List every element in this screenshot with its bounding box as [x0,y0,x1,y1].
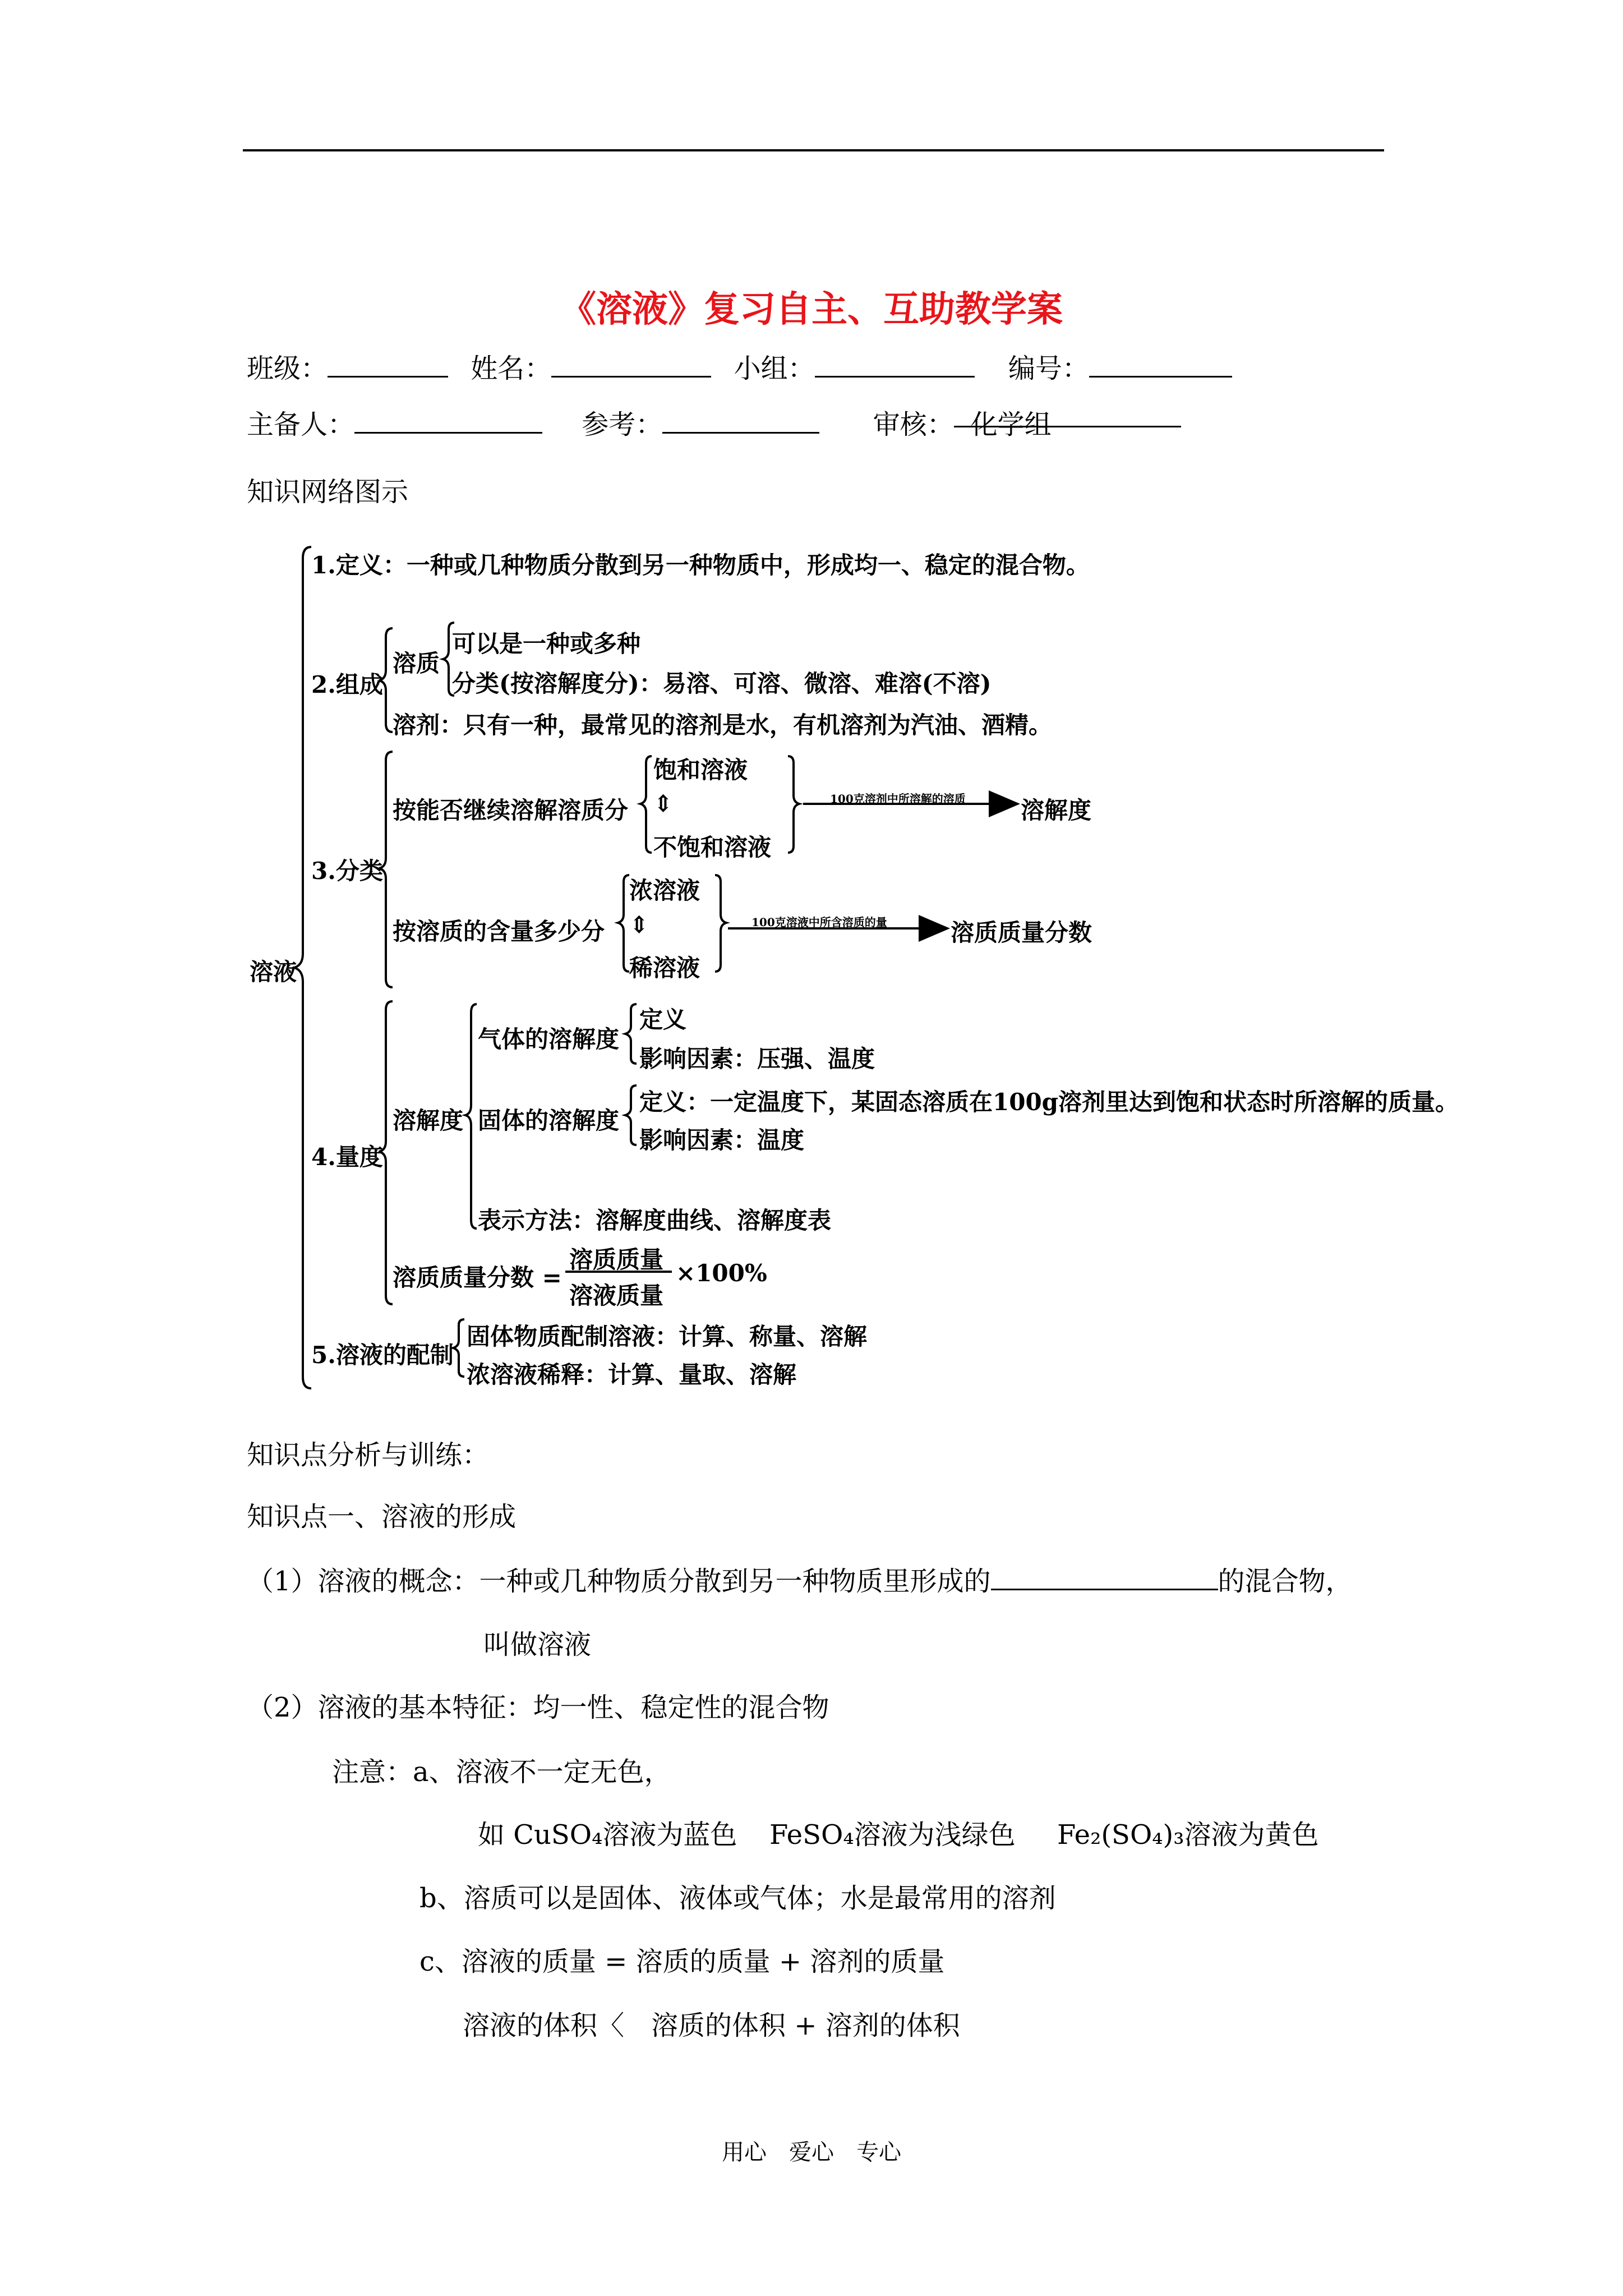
number-label: 编号： [1008,353,1089,384]
note-c2: 溶液的体积〈 溶质的体积 + 溶剂的体积 [463,2010,960,2041]
example-fe2so43: Fe₂(SO₄)₃溶液为黄色 [1057,1819,1319,1851]
node-mass-fraction: 溶质质量分数 = [393,1264,562,1291]
double-arrow-icon: ⇕ [653,790,674,817]
brace-solid [625,1085,637,1145]
item1-text: （1）溶液的概念：一种或几种物质分散到另一种物质里形成的 [247,1566,991,1597]
fraction-times-100: ×100% [676,1259,767,1287]
node-solid-solubility: 固体的溶解度 [478,1107,620,1134]
name-label: 姓名： [471,353,552,384]
example-cuso4: 如 CuSO₄溶液为蓝色 [478,1819,737,1851]
brace-concentration-right [715,875,726,972]
preparer-label: 主备人： [247,409,355,440]
review-field[interactable]: 化学组 [954,403,1181,427]
node-solubility: 溶解度 [393,1107,464,1134]
node-solute: 溶质 [393,650,440,677]
fraction-denominator: 溶液质量 [569,1282,664,1309]
brace-preparation [453,1319,464,1377]
node-solid-definition: 定义：一定温度下，某固态溶质在100g溶剂里达到饱和状态时所溶解的质量。 [639,1088,1459,1116]
node-composition: 2.组成 [311,671,383,698]
node-gas-solubility: 气体的溶解度 [478,1025,620,1053]
node-solute-a: 可以是一种或多种 [452,630,641,657]
node-solid-factor: 影响因素：温度 [639,1126,805,1154]
note-a: 注意：a、溶液不一定无色， [332,1756,671,1788]
brace-saturated-right [788,756,799,853]
brace-root [294,547,311,1388]
page-title: 《溶液》复习自主、互助教学案 [560,288,1063,330]
item1-tail: 的混合物， [1218,1566,1353,1597]
node-prep-solid: 固体物质配制溶液：计算、称量、溶解 [467,1323,868,1350]
section-network-heading: 知识网络图示 [247,476,409,508]
review-label: 审核： [873,409,954,440]
node-definition: 1.定义：一种或几种物质分散到另一种物质中，形成均一、稳定的混合物。 [311,551,1090,579]
note-b: b、溶质可以是固体、液体或气体；水是最常用的溶剂 [419,1883,1056,1914]
brace-saturated-left [640,756,652,853]
reference-label: 参考： [582,409,663,440]
node-by-content: 按溶质的含量多少分 [393,918,605,945]
item1-blank[interactable] [991,1564,1218,1590]
node-solvent: 溶剂：只有一种，最常见的溶剂是水，有机溶剂为汽油、酒精。 [393,711,1053,739]
node-mass-fraction-result: 溶质质量分数 [951,919,1092,946]
class-label: 班级： [247,353,328,384]
node-gas-definition: 定义 [639,1006,687,1033]
node-expression: 表示方法：溶解度曲线、溶解度表 [478,1207,832,1234]
arrow-label-solubility: 100克溶剂中所溶解的溶质 [830,792,966,806]
node-concentrated: 浓溶液 [629,877,700,904]
brace-solubility [465,1004,477,1228]
node-by-dissolve: 按能否继续溶解溶质分 [393,797,629,824]
node-root: 溶液 [250,958,297,986]
fraction-numerator: 溶质质量 [569,1246,664,1273]
point1-title: 知识点一、溶液的形成 [247,1501,517,1533]
example-feso4: FeSO₄溶液为浅绿色 [769,1819,1016,1851]
section-analysis-heading: 知识点分析与训练： [247,1439,490,1471]
group-label: 小组： [734,353,815,384]
node-prep-dilute: 浓溶液稀释：计算、量取、溶解 [467,1361,797,1388]
item2-line: （2）溶液的基本特征：均一性、稳定性的混合物 [247,1692,829,1723]
node-solubility-result: 溶解度 [1021,797,1092,824]
node-classify: 3.分类 [311,857,383,885]
double-arrow-icon: ⇕ [629,911,649,938]
brace-gas [625,1004,637,1064]
brace-concentration-left [618,875,629,972]
item1-line [247,1559,1353,1598]
node-preparation: 5.溶液的配制 [311,1341,454,1369]
node-dilute: 稀溶液 [629,954,700,982]
node-gas-factor: 影响因素：压强、温度 [639,1045,875,1073]
node-measure: 4.量度 [311,1143,383,1171]
arrow-label-mass-fraction: 100克溶液中所含溶质的量 [751,915,887,929]
node-saturated: 饱和溶液 [653,756,748,784]
item1-continuation: 叫做溶液 [483,1629,592,1660]
note-c: c、溶液的质量 = 溶质的质量 + 溶剂的质量 [419,1946,945,1977]
page-footer: 用心 爱心 专心 [722,2139,901,2165]
node-solute-b: 分类(按溶解度分)：易溶、可溶、微溶、难溶(不溶) [452,670,992,697]
node-unsaturated: 不饱和溶液 [653,834,772,861]
